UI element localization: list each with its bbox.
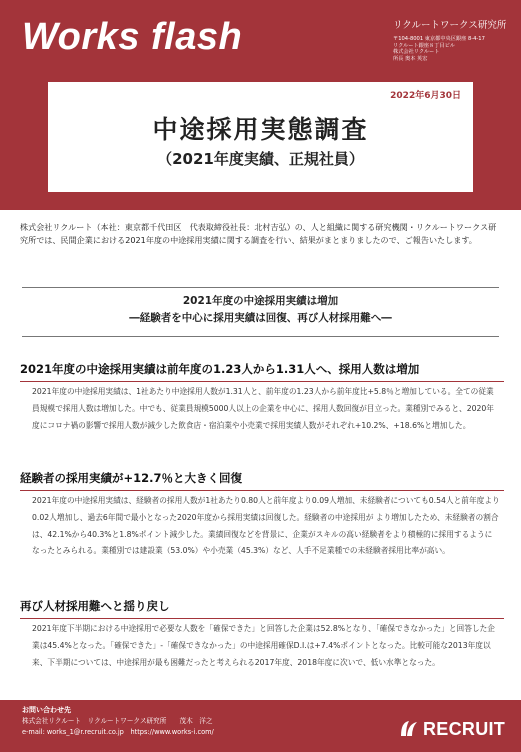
section-heading: 再び人材採用難へと揺り戻し [20, 598, 504, 619]
publish-date: 2022年6月30日 [390, 91, 461, 101]
contact-info [22, 705, 214, 738]
org-address-line: 所長 奥本 英宏 [393, 55, 428, 62]
page-subtitle: （2021年度実績、正規社員） [157, 150, 364, 168]
org-address [393, 36, 485, 62]
summary-subheadline: ―経験者を中心に採用実績は回復、再び人材採用難へ― [129, 312, 392, 324]
title-box [48, 82, 473, 192]
section-hiring-difficulty [20, 598, 504, 671]
org-address-line: リクルート銀座８丁目ビル [393, 42, 455, 49]
recruit-mark-icon [399, 718, 419, 738]
summary-box [22, 287, 499, 337]
intro-paragraph: 株式会社リクルート（本社：東京都千代田区 代表取締役社長：北村吉弘）の、人と組織に関する研究機関・リクルートワークス研究所では、民間企業における2021年度の中途採用実績に関する調査を行い、結果がまとまりましたので、ご報告いたします。 [20, 222, 497, 245]
section-heading: 2021年度の中途採用実績は前年度の1.23人から1.31人へ、採用人数は増加 [20, 361, 504, 382]
section-experienced-recovery [20, 470, 504, 560]
header-banner [0, 0, 521, 210]
recruit-brand: RECRUIT [423, 719, 506, 739]
page-title: 中途採用実態調査 [152, 115, 369, 144]
contact-title: お問い合わせ先 [22, 706, 71, 714]
contact-email-url[interactable]: e-mail: works_1@r.recruit.co.jp https://www.works-i.com/ [22, 728, 214, 736]
org-name: リクルートワークス研究所 [393, 20, 507, 31]
section-body: 2021年度下半期における中途採用で必要な人数を「確保できた」と回答した企業は52.8%となり、「確保できなかった」と回答した企業は45.4%となった。「確保できた」-「確保できなかった」の中途採用確保D.I.は+7.4%ポイントとなった。比較可能な2013年度以来、下半期については、中途採用が最も困難だったと考えられる2017年度、2018年度に次いで、低い水準となった。 [32, 624, 495, 667]
section-hiring-increase [20, 361, 504, 434]
summary-headline: 2021年度の中途採用実績は増加 [182, 295, 339, 307]
recruit-logo [399, 716, 511, 742]
section-heading: 経験者の採用実績が+12.7％と大きく回復 [20, 470, 504, 491]
footer [0, 700, 521, 752]
section-body: 2021年度の中途採用実績は、1社あたり中途採用人数が1.31人と、前年度の1.23人から前年度比+5.8％と増加している。全ての従業員規模で採用人数は増加した。中でも、従業員規模5000人以上の企業を中心に、採用人数回復が目立った。業種別でみると、2020年度にコロナ禍の影響で採用人数が減少した飲食店・宿泊業や小売業で採用実績人数がそれぞれ+10.2%、+18.6%と増加した。 [32, 387, 494, 430]
section-body: 2021年度の中途採用実績は、経験者の採用人数が1社あたり0.80人と前年度より0.09人増加、未経験者についても0.54人と前年度より0.02人増加し、過去6年間で最小となった2020年度から採用実績は回復した。経験者の中途採用が より増加したため、未経験者の割合は、42.1%から40.3%と1.8%ポイント減少した。業績回復などを背景に、企業がスキルの高い経験者をより積極的に採用するようになったとみられる。業種別では建設業（53.0%）や小売業（45.3%）など、人手不足業種での未経験者採用比率が高い。 [32, 496, 500, 556]
works-flash-logo: Works flash [22, 16, 243, 58]
org-address-line: 〒104-8001 東京都中央区銀座 8-4-17 [393, 36, 485, 42]
org-address-line: 株式会社リクルート [393, 49, 440, 56]
contact-person: 株式会社リクルート リクルートワークス研究所 茂木 洋之 [22, 717, 213, 725]
